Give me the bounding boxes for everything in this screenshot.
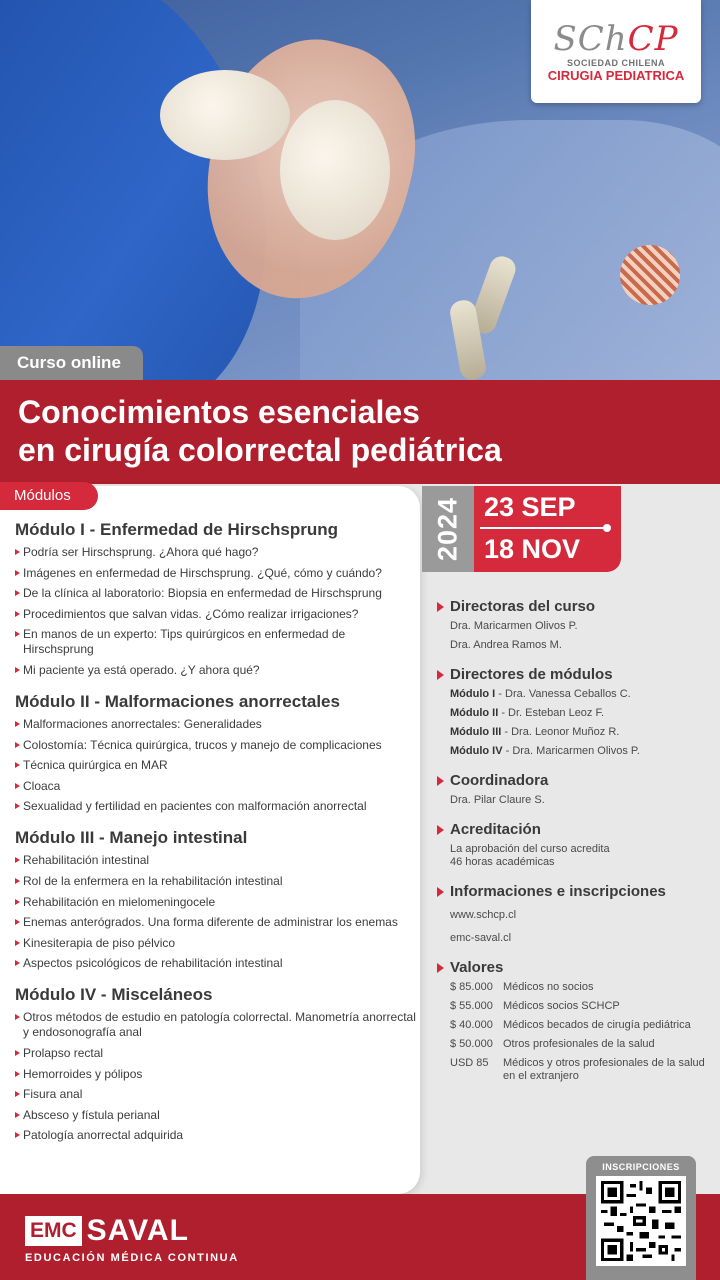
- module-item: Aspectos psicológicos de rehabilitación intestinal: [15, 956, 418, 971]
- module-item: Kinesiterapia de piso pélvico: [15, 936, 418, 951]
- qr-code-icon: [601, 1181, 681, 1261]
- modulos-tag: Módulos: [0, 482, 98, 510]
- title-line1: Conocimientos esenciales: [18, 394, 420, 430]
- module-item: Fisura anal: [15, 1087, 418, 1102]
- module-title: Módulo III - Manejo intestinal: [15, 828, 248, 848]
- price-row: $ 50.000 Otros profesionales de la salud: [450, 1038, 655, 1050]
- logo-line1: SOCIEDAD CHILENA: [566, 58, 665, 68]
- emc-saval-logo: [25, 1214, 239, 1264]
- module-item: Mi paciente ya está operado. ¿Y ahora qué?: [15, 663, 418, 678]
- logo-mark-cp: CP: [627, 19, 679, 59]
- module-2: [15, 691, 418, 814]
- director-row: Módulo IV - Dra. Maricarmen Olivos P.: [450, 745, 640, 757]
- module-item: Hemorroides y pólipos: [15, 1067, 418, 1082]
- schcp-logo: [531, 0, 701, 103]
- qr-code[interactable]: [596, 1176, 686, 1266]
- section-title: Coordinadora: [437, 772, 717, 790]
- director-row: Módulo I - Dra. Vanessa Ceballos C.: [450, 688, 631, 700]
- directoras-section: [437, 598, 717, 652]
- module-item: Enemas anterógrados. Una forma diferente de administrar los enemas: [15, 915, 418, 930]
- module-item: Absceso y fístula perianal: [15, 1108, 418, 1123]
- module-item: Rehabilitación en mielomeningocele: [15, 895, 418, 910]
- module-item: Otros métodos de estudio en patología colorrectal. Manometría anorrectal y endosonografía anal: [15, 1010, 418, 1040]
- end-date: 18 NOV: [484, 534, 581, 564]
- module-item: Sexualidad y fertilidad en pacientes con malformación anorrectal: [15, 799, 418, 814]
- module-item: Rehabilitación intestinal: [15, 853, 418, 868]
- emc-box: EMC: [25, 1216, 82, 1246]
- syringe-bulb: [620, 245, 680, 305]
- title-line2: en cirugía colorrectal pediátrica: [18, 432, 502, 468]
- module-title: Módulo IV - Misceláneos: [15, 985, 213, 1005]
- director-row: Módulo III - Dra. Leonor Muñoz R.: [450, 726, 620, 738]
- module-1: [15, 519, 418, 678]
- price-row: $ 85.000 Médicos no socios: [450, 981, 594, 993]
- module-item: Rol de la enfermera en la rehabilitación intestinal: [15, 874, 418, 889]
- price-row: $ 55.000 Médicos socios SCHCP: [450, 1000, 620, 1012]
- module-item: Colostomía: Técnica quirúrgica, trucos y manejo de complicaciones: [15, 738, 418, 753]
- logo-mark-sch: SCh: [553, 19, 628, 59]
- section-title: Directoras del curso: [437, 598, 717, 616]
- module-item: Prolapso rectal: [15, 1046, 418, 1061]
- section-title: Directores de módulos: [437, 666, 717, 684]
- website-link[interactable]: emc-saval.cl: [450, 932, 512, 944]
- module-item: En manos de un experto: Tips quirúrgicos en enfermedad de Hirschsprung: [15, 627, 418, 657]
- website-link[interactable]: www.schcp.cl: [450, 909, 517, 921]
- page-title: [18, 393, 502, 469]
- director-row: Módulo II - Dr. Esteban Leoz F.: [450, 707, 605, 719]
- module-title: Módulo I - Enfermedad de Hirschsprung: [15, 520, 339, 539]
- person-name: Dra. Andrea Ramos M.: [450, 639, 562, 651]
- module-3: [15, 827, 418, 971]
- glove-right: [280, 100, 390, 240]
- person-name: Dra. Maricarmen Olivos P.: [450, 620, 578, 632]
- section-title: Acreditación: [437, 821, 717, 839]
- year-badge: [422, 486, 474, 572]
- qr-panel: [586, 1156, 696, 1280]
- module-item: Cloaca: [15, 779, 418, 794]
- title-band: [0, 380, 720, 484]
- price-row: $ 40.000 Médicos becados de cirugía pediátrica: [450, 1019, 691, 1031]
- directores-section: [437, 666, 717, 758]
- module-4: [15, 984, 418, 1143]
- start-date: 23 SEP: [484, 492, 576, 522]
- coordinadora-section: [437, 772, 717, 807]
- module-title: Módulo II - Malformaciones anorrectales: [15, 691, 340, 711]
- module-item: Imágenes en enfermedad de Hirschsprung. ¿Qué, cómo y cuándo?: [15, 566, 418, 581]
- emc-subtitle: EDUCACIÓN MÉDICA CONTINUA: [25, 1252, 239, 1264]
- price-row: USD 85 Médicos y otros profesionales de la salud en el extranjero: [450, 1057, 705, 1082]
- date-divider-dot: [603, 524, 611, 532]
- informaciones-section: [437, 883, 717, 945]
- section-title: Informaciones e inscripciones: [437, 883, 717, 901]
- module-item: Malformaciones anorrectales: Generalidades: [15, 717, 418, 732]
- module-item: Patología anorrectal adquirida: [15, 1128, 418, 1143]
- course-info: [437, 598, 717, 1097]
- acreditacion-text: La aprobación del curso acredita 46 horas académicas: [450, 843, 610, 868]
- curso-online-tag: Curso online: [0, 346, 143, 380]
- valores-section: [437, 959, 717, 1083]
- module-item: Podría ser Hirschsprung. ¿Ahora qué hago?: [15, 545, 418, 560]
- date-divider: [480, 527, 609, 529]
- qr-label: INSCRIPCIONES: [602, 1162, 680, 1172]
- saval-text: SAVAL: [86, 1214, 189, 1247]
- module-item: Procedimientos que salvan vidas. ¿Cómo realizar irrigaciones?: [15, 607, 418, 622]
- year-text: 2024: [432, 496, 463, 562]
- module-item: Técnica quirúrgica en MAR: [15, 758, 418, 773]
- section-title: Valores: [437, 959, 717, 977]
- module-item: De la clínica al laboratorio: Biopsia en enfermedad de Hirschsprung: [15, 586, 418, 601]
- acreditacion-section: [437, 821, 717, 869]
- date-range: [474, 486, 621, 572]
- person-name: Dra. Pilar Claure S.: [450, 794, 545, 806]
- logo-line2: CIRUGIA PEDIATRICA: [547, 68, 685, 83]
- modules-list: [15, 519, 418, 1156]
- glove-left: [160, 70, 290, 160]
